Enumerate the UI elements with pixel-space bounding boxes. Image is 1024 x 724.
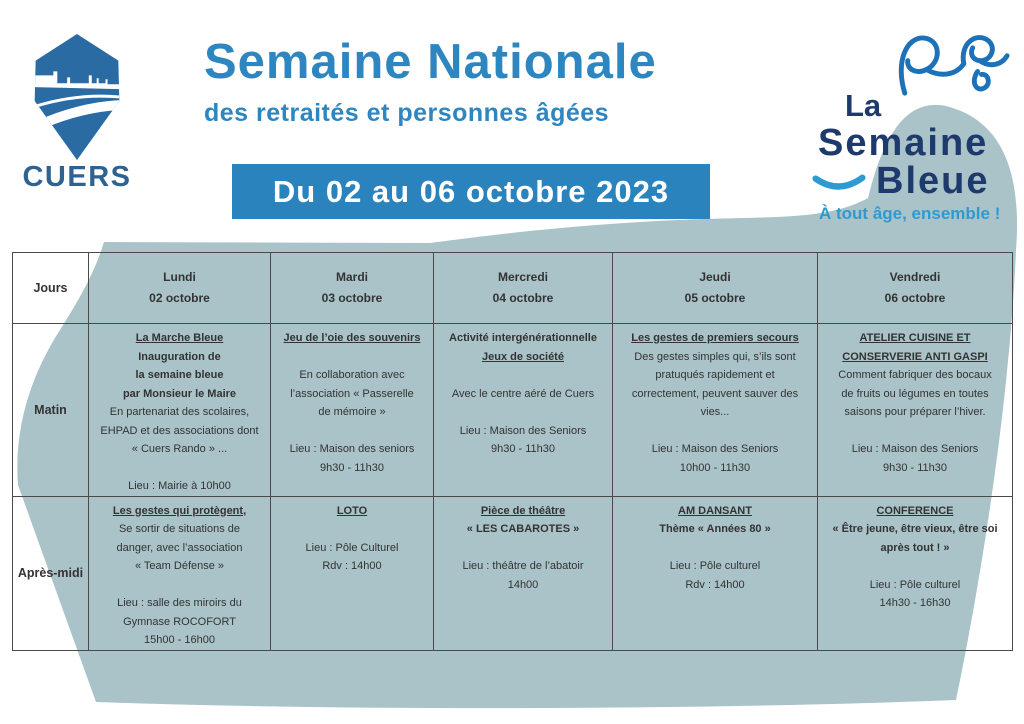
cell-line [434, 539, 612, 558]
cell-line: Jeu de l’oie des souvenirs [283, 332, 421, 344]
day-name: Lundi [163, 270, 196, 284]
day-header [271, 253, 434, 324]
date-banner: Du 02 au 06 octobre 2023 [232, 164, 710, 219]
day-date: 03 octobre [321, 291, 383, 305]
cell-line: « Team Défense » [134, 560, 225, 572]
day-header [613, 253, 818, 324]
cell-line: après tout ! » [880, 541, 950, 554]
cell-line [613, 422, 817, 441]
cuers-label: CUERS [22, 161, 132, 193]
cell-line [271, 422, 433, 441]
schedule-cell [434, 324, 613, 497]
cell-line [434, 366, 612, 385]
schedule-cell [613, 496, 818, 650]
table-row [13, 496, 1013, 650]
cell-line: Rdv : 14h00 [322, 560, 382, 572]
cell-line: CONFERENCE [876, 504, 954, 517]
cell-line: Lieu : Maison des Seniors [851, 443, 979, 455]
cell-line [271, 520, 433, 539]
cell-line: Avec le centre aéré de Cuers [451, 387, 595, 400]
cell-line: « Être jeune, être vieux, être soi [832, 523, 998, 535]
cell-line: Thème « Années 80 » [659, 523, 771, 535]
cell-line: 15h00 - 16h00 [144, 634, 215, 646]
schedule-cell [613, 324, 818, 497]
cell-line: Lieu : Maison des seniors [289, 443, 415, 455]
semaine-bleue-word-bleue: Bleue [876, 160, 990, 202]
cell-line: LOTO [336, 504, 368, 517]
cell-line: Activité intergénérationnelle [449, 332, 597, 344]
cell-line: Inauguration de [138, 350, 221, 363]
cell-line: danger, avec l’association [116, 541, 243, 554]
day-date: 05 octobre [684, 291, 746, 305]
cell-line: En collaboration avec [299, 369, 405, 381]
cell-line: Lieu : salle des miroirs du [117, 597, 242, 609]
schedule-cell [89, 496, 271, 650]
cell-line: EHPAD et des associations dont [100, 424, 259, 437]
cell-line: Lieu : Pôle culturel [669, 560, 761, 572]
cell-line: saisons pour préparer l’hiver. [844, 406, 986, 418]
table-corner-jours: Jours [13, 253, 89, 324]
cell-line [89, 459, 270, 478]
row-label: Après-midi [13, 496, 89, 650]
cell-line: de fruits ou légumes en toutes [841, 387, 989, 400]
cell-line: Lieu : théâtre de l’abatoir [462, 560, 584, 572]
day-name: Jeudi [699, 270, 731, 284]
day-name: Vendredi [889, 270, 941, 284]
cell-line: 14h30 - 16h30 [879, 597, 951, 609]
day-header [434, 253, 613, 324]
day-date: 02 octobre [149, 291, 210, 305]
schedule-table [12, 252, 1013, 651]
cell-line: ATELIER CUISINE ET [859, 332, 971, 344]
cell-line: « Cuers Rando » ... [131, 443, 228, 455]
cell-line: correctement, peuvent sauver des [631, 387, 799, 400]
cell-line: 9h30 - 11h30 [319, 461, 385, 474]
row-label: Matin [13, 324, 89, 497]
page-subtitle: des retraités et personnes âgées [204, 99, 610, 127]
cell-line: La Marche Bleue [135, 332, 224, 344]
cell-line [271, 348, 433, 367]
cell-line: vies... [700, 406, 730, 418]
schedule-cell [271, 324, 434, 497]
cell-line: l’association « Passerelle [290, 387, 414, 400]
cell-line: Lieu : Pôle culturel [869, 578, 961, 591]
table-row [13, 324, 1013, 497]
day-date: 06 octobre [884, 291, 946, 305]
cell-line: En partenariat des scolaires, [109, 406, 250, 418]
page-title: Semaine Nationale [204, 35, 657, 89]
cell-line: Les gestes de premiers secours [631, 332, 799, 344]
schedule-cell [818, 496, 1013, 650]
day-header [818, 253, 1013, 324]
cell-line: Lieu : Maison des Seniors [459, 424, 587, 437]
cell-line: Rdv : 14h00 [685, 578, 745, 591]
cell-line: 9h30 - 11h30 [490, 443, 556, 455]
cell-line: Lieu : Mairie à 10h00 [128, 480, 231, 492]
cell-line: CONSERVERIE ANTI GASPI [842, 350, 988, 363]
cell-line: Jeux de société [482, 350, 564, 363]
cell-line: Les gestes qui protègent, [112, 504, 247, 517]
day-date: 04 octobre [492, 291, 554, 305]
cell-line: de mémoire » [318, 406, 386, 418]
title-block [204, 34, 657, 128]
cell-line: par Monsieur le Maire [122, 387, 237, 400]
day-name: Mercredi [497, 270, 549, 284]
cell-line: 10h00 - 11h30 [679, 461, 751, 474]
cell-line [434, 403, 612, 422]
smile-icon [812, 173, 866, 195]
cell-line: Des gestes simples qui, s’ils sont [634, 350, 796, 363]
schedule-cell [271, 496, 434, 650]
schedule-cell [89, 324, 271, 497]
cell-line: la semaine bleue [135, 369, 224, 381]
semaine-bleue-tagline: À tout âge, ensemble ! [819, 204, 1001, 223]
schedule-cell [818, 324, 1013, 497]
day-header [89, 253, 271, 324]
cell-line: Se sortir de situations de [118, 523, 241, 535]
cell-line: Pièce de théâtre [480, 504, 566, 517]
cell-line: AM DANSANT [678, 504, 752, 517]
cell-line: pratuqués rapidement et [655, 369, 775, 381]
cell-line: « LES CABAROTES » [466, 523, 580, 535]
cell-line: 14h00 [507, 578, 539, 591]
two-people-squiggle-icon [893, 28, 1011, 112]
semaine-bleue-word-semaine: Semaine [818, 122, 989, 164]
day-name: Mardi [335, 270, 368, 284]
cell-line [818, 422, 1012, 441]
table-header-row [13, 253, 1013, 324]
cuers-logo [18, 34, 136, 194]
semaine-bleue-word-la: La [845, 88, 882, 123]
town-hexagon-icon [32, 34, 122, 160]
cell-line: 9h30 - 11h30 [882, 461, 948, 474]
cell-line: Comment fabriquer des bocaux [838, 369, 992, 381]
cell-line [613, 539, 817, 558]
cell-line [89, 576, 270, 595]
cell-line: Lieu : Pôle Culturel [305, 541, 399, 554]
schedule-cell [434, 496, 613, 650]
cell-line: Gymnase ROCOFORT [123, 615, 236, 628]
cell-line [818, 557, 1012, 576]
cell-line: Lieu : Maison des Seniors [651, 443, 779, 455]
